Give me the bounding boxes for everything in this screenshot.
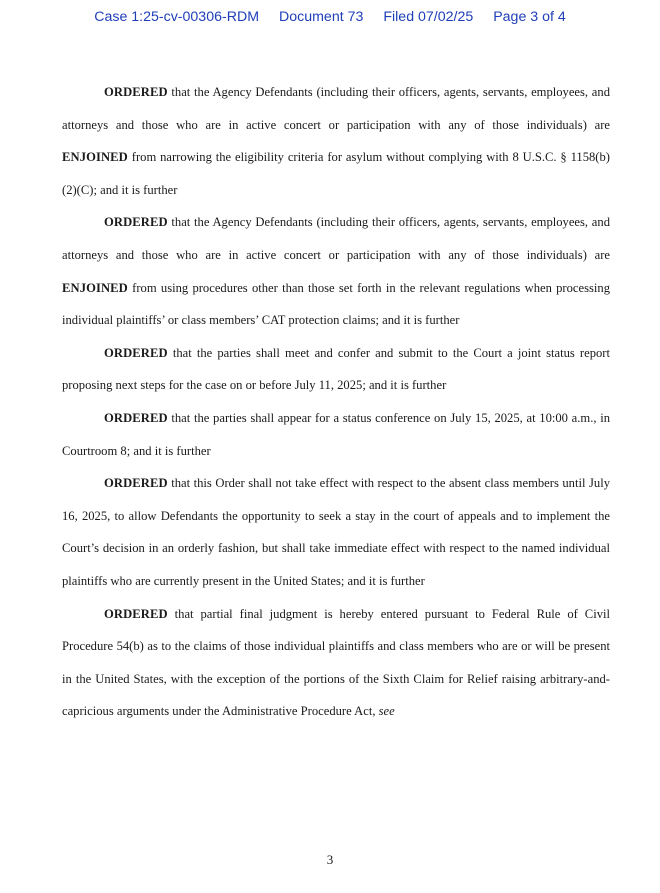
case-number: Case 1:25-cv-00306-RDM	[94, 9, 260, 25]
paragraph-text: that partial final judgment is hereby entered pursuant to Federal Rule of Civil Procedure 54(b) as to the claims of those individual plaintiffs and class members who are or will be present in the United States, with the exception of the portions of the Sixth Claim for Relief raising arbitrary-and-capricious arguments under the Administrative Procedure Act,	[62, 606, 610, 719]
order-paragraph-1	[62, 76, 610, 206]
paragraph-text: that the Agency Defendants (including their officers, agents, servants, employees, and attorneys and those who are in active concert or participation with any of those individuals) are	[62, 85, 610, 132]
paragraph-text: that the parties shall appear for a status conference on July 15, 2025, at 10:00 a.m., in Courtroom 8; and it is further	[62, 410, 610, 458]
document-header	[0, 9, 660, 25]
ordered-label: ORDERED	[104, 345, 168, 360]
ordered-label: ORDERED	[104, 410, 168, 425]
order-paragraph-2	[62, 206, 610, 336]
order-paragraph-3	[62, 337, 610, 402]
order-body	[62, 76, 610, 728]
ordered-label: ORDERED	[104, 476, 168, 491]
order-paragraph-5	[62, 467, 610, 597]
paragraph-text: that this Order shall not take effect with respect to the absent class members until July 16, 2025, to allow Defendants the opportunity to seek a stay in the court of appeals and to implement the Court’s decision in an orderly fashion, but shall take immediate effect with respect to the named individual plaintiffs who are currently present in the United States; and it is further	[62, 476, 610, 588]
enjoined-label: ENJOINED	[62, 280, 128, 295]
paragraph-text: that the parties shall meet and confer and submit to the Court a joint status report proposing next steps for the case on or before July 11, 2025; and it is further	[62, 345, 610, 393]
ordered-label: ORDERED	[104, 215, 168, 230]
page-indicator: Page 3 of 4	[493, 9, 566, 25]
page-number: 3	[326, 852, 334, 867]
ordered-label: ORDERED	[104, 606, 168, 621]
paragraph-text: from narrowing the eligibility criteria for asylum without complying with 8 U.S.C. § 1158(b)(2)(C); and it is further	[62, 150, 610, 197]
ordered-label: ORDERED	[104, 85, 168, 99]
filed-date: Filed 07/02/25	[383, 9, 474, 25]
citation-signal: see	[378, 704, 395, 719]
enjoined-label: ENJOINED	[62, 150, 128, 165]
order-paragraph-4	[62, 402, 610, 467]
paragraph-text: that the Agency Defendants (including their officers, agents, servants, employees, and attorneys and those who are in active concert or participation with any of those individuals) are	[62, 215, 610, 262]
order-paragraph-6	[62, 598, 610, 728]
document-number: Document 73	[278, 9, 364, 25]
paragraph-text: from using procedures other than those set forth in the relevant regulations when processing individual plaintiffs’ or class members’ CAT protection claims; and it is further	[62, 280, 610, 328]
